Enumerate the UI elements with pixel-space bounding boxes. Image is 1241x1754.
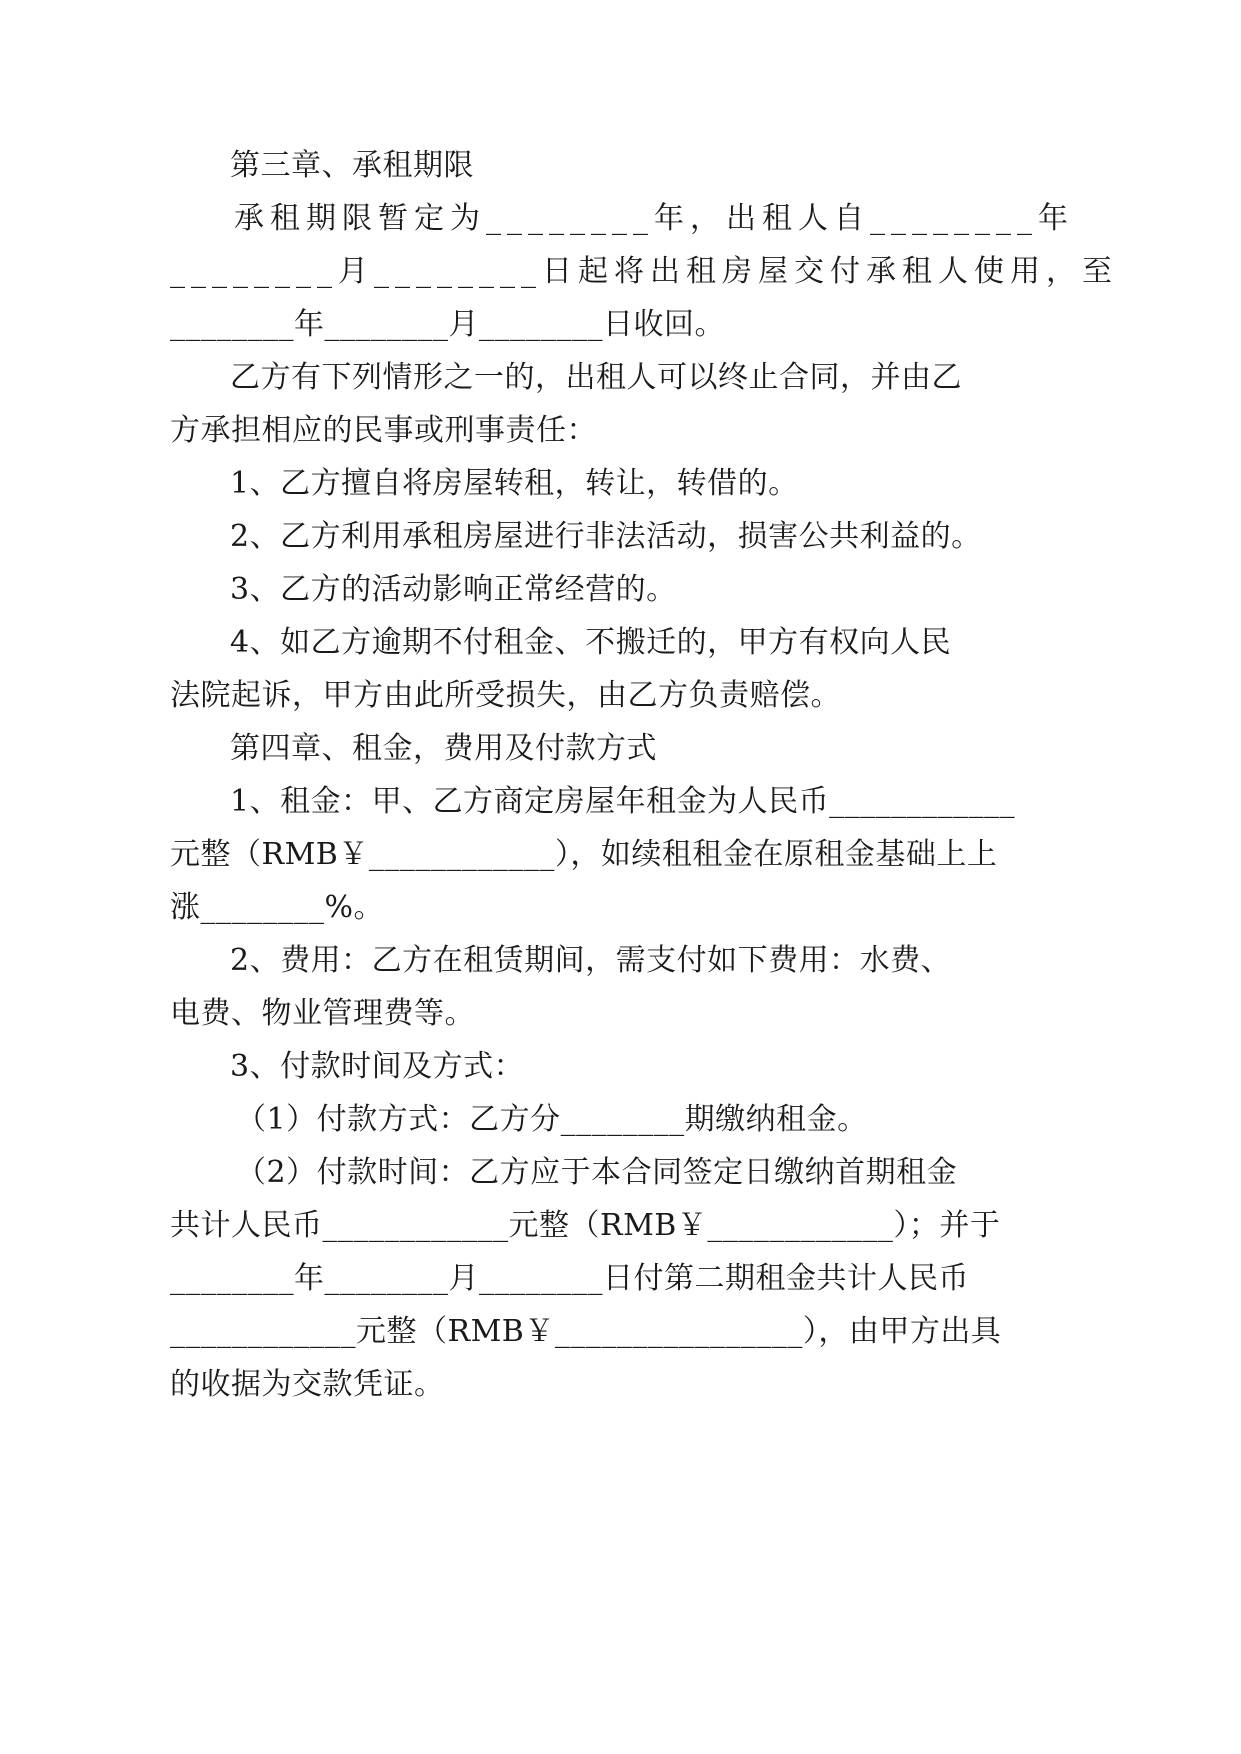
list-item: 2、乙方利用承租房屋进行非法活动，损害公共利益的。 xyxy=(230,519,982,554)
list-item: （2）付款时间：乙方应于本合同签定日缴纳首期租金 xyxy=(236,1155,958,1190)
paragraph-line: 电费、物业管理费等。 xyxy=(170,996,475,1031)
chapter-4-heading: 第四章、租金，费用及付款方式 xyxy=(230,731,657,766)
paragraph-line: 2、费用：乙方在租赁期间，需支付如下费用：水费、 xyxy=(230,943,952,978)
paragraph-line: 承租期限暂定为________年，出租人自________年 xyxy=(234,201,1074,236)
paragraph-line: 共计人民币____________元整（RMB￥____________）；并于 xyxy=(170,1208,1001,1243)
list-item: 4、如乙方逾期不付租金、不搬迁的，甲方有权向人民 xyxy=(230,625,952,660)
list-item: （1）付款方式：乙方分________期缴纳租金。 xyxy=(236,1102,868,1137)
paragraph-line: 3、付款时间及方式： xyxy=(230,1049,525,1084)
paragraph-line: ________月________日起将出租房屋交付承租人使用，至 xyxy=(170,254,1118,289)
paragraph-line: ________年________月________日付第二期租金共计人民币 xyxy=(170,1261,969,1296)
paragraph-line: ____________元整（RMB￥________________），由甲方出具 xyxy=(170,1314,1002,1349)
list-item: 法院起诉，甲方由此所受损失，由乙方负责赔偿。 xyxy=(170,678,841,713)
list-item: 1、乙方擅自将房屋转租，转让，转借的。 xyxy=(230,466,799,501)
paragraph-line: 涨________%。 xyxy=(170,890,385,925)
paragraph-line: 元整（RMB￥____________），如续租租金在原租金基础上上 xyxy=(170,837,998,872)
paragraph-line: ________年________月________日收回。 xyxy=(170,307,725,342)
paragraph-line: 乙方有下列情形之一的，出租人可以终止合同，并由乙 xyxy=(230,360,962,395)
paragraph-line: 方承担相应的民事或刑事责任： xyxy=(170,413,597,448)
chapter-3-heading: 第三章、承租期限 xyxy=(230,148,474,183)
paragraph-line: 1、租金：甲、乙方商定房屋年租金为人民币____________ xyxy=(230,784,1016,819)
paragraph-line: 的收据为交款凭证。 xyxy=(170,1367,445,1402)
list-item: 3、乙方的活动影响正常经营的。 xyxy=(230,572,677,607)
